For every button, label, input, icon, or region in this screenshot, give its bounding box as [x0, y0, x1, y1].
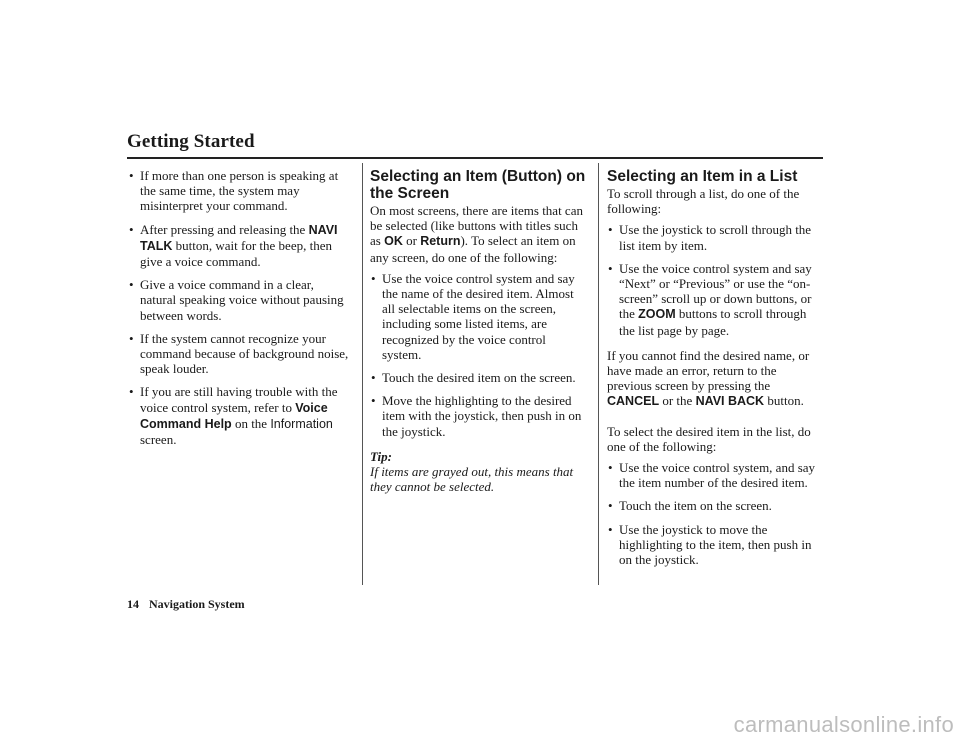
- list-item: • If the system cannot recognize your command because of background noise, speak louder.: [128, 331, 353, 377]
- cancel-paragraph: If you cannot find the desired name, or have made an error, return to the previous screen by pressing the CANCEL or the NAVI BACK button.: [607, 347, 810, 409]
- list-item: • If more than one person is speaking at the same time, the system may misinterpret your command.: [128, 168, 353, 214]
- section-title-select-list: Selecting an Item in a List: [607, 168, 798, 185]
- list-item: • Use the joystick to move the highlighting to the item, then push in on the joystick.: [607, 522, 823, 568]
- footer-title: Navigation System: [149, 597, 245, 611]
- tip-label: Tip:: [370, 448, 392, 464]
- column-divider-right: [598, 163, 599, 585]
- navi-talk-term: NAVI TALK: [140, 222, 338, 253]
- column-voice-tips: [128, 168, 353, 455]
- section-title-select-button: Selecting an Item (Button) on the Screen: [370, 168, 586, 202]
- select-item-list: [607, 460, 823, 567]
- voice-command-help-term: Voice Command Help: [140, 400, 328, 431]
- information-term: Information: [270, 416, 333, 431]
- navi-back-term: NAVI BACK: [695, 394, 765, 409]
- heading-rule: [127, 157, 823, 159]
- return-term: Return: [420, 234, 461, 249]
- watermark: carmanualsonline.info: [733, 712, 954, 737]
- list-item: • Move the highlighting to the desired item with the joystick, then push in on the joystick.: [370, 393, 588, 439]
- page-heading: Getting Started: [127, 131, 255, 152]
- scroll-methods-list: [607, 222, 823, 337]
- select-list-intro: To scroll through a list, do one of the following:: [607, 186, 800, 217]
- voice-tips-list: [128, 168, 353, 447]
- list-item: • If you are still having trouble with the voice control system, refer to Voice Command Help on the Information screen.: [128, 384, 353, 447]
- list-item: • After pressing and releasing the NAVI TALK button, wait for the beep, then give a voice command.: [128, 222, 353, 270]
- select-button-intro: On most screens, there are items that can be selected (like buttons with titles such as OK or Return). To select an item on any screen, do one of the following:: [370, 203, 583, 265]
- ok-term: OK: [384, 234, 403, 249]
- select-item-paragraph: To select the desired item in the list, do one of the following:: [607, 423, 811, 454]
- list-item: • Touch the desired item on the screen.: [370, 370, 588, 385]
- cancel-term: CANCEL: [607, 394, 660, 409]
- column-select-list: [607, 168, 823, 575]
- list-item: • Touch the item on the screen.: [607, 498, 823, 513]
- list-item: • Give a voice command in a clear, natural speaking voice without pausing between words.: [128, 277, 353, 323]
- list-item: • Use the voice control system and say the name of the desired item. Almost all selectable items on the screen, including some listed items, are recognized by the voice control system.: [370, 271, 588, 362]
- list-item: • Use the voice control system, and say the item number of the desired item.: [607, 460, 823, 490]
- page-footer: [127, 597, 245, 612]
- list-item: • Use the voice control system and say “Next” or “Previous” or use the “on-screen” scroll up or down buttons, or the ZOOM buttons to scroll through the list page by page.: [607, 261, 823, 338]
- zoom-term: ZOOM: [638, 307, 676, 322]
- select-button-list: [370, 271, 588, 439]
- column-select-button: [370, 168, 588, 494]
- list-item: • Use the joystick to scroll through the list item by item.: [607, 222, 823, 252]
- page-number: 14: [127, 597, 139, 611]
- tip-text: If items are grayed out, this means that they cannot be selected.: [370, 464, 574, 495]
- column-divider-left: [362, 163, 363, 585]
